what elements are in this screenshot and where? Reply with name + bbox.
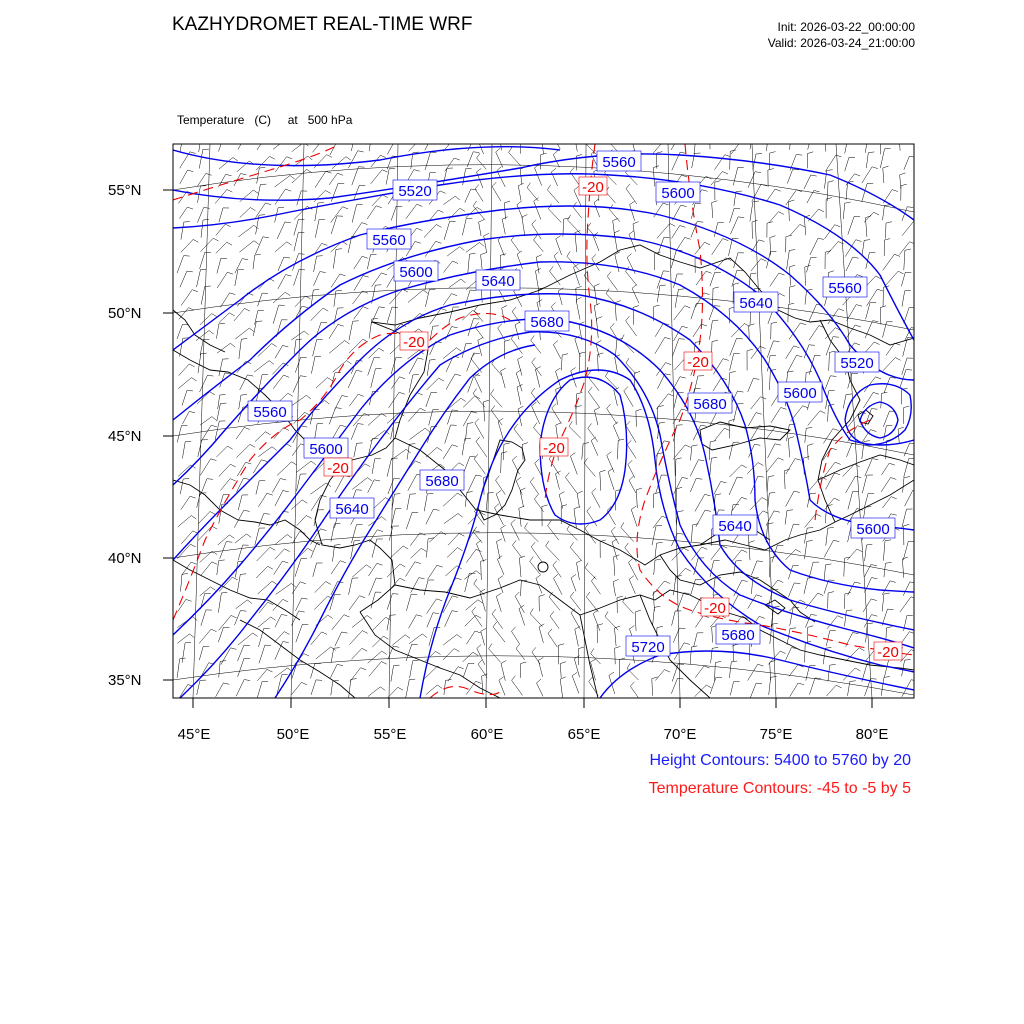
height-label <box>713 515 757 535</box>
svg-text:-20: -20 <box>543 440 565 457</box>
temperature-label <box>324 458 352 477</box>
height-label <box>823 277 867 297</box>
height-label <box>330 498 374 518</box>
wind-barb-flag <box>289 137 294 141</box>
height-label <box>394 261 438 281</box>
wind-barb-flag <box>605 132 608 137</box>
wind-barb-flag <box>824 131 830 133</box>
wind-barb-flag <box>322 140 328 142</box>
lat-label: 55°N <box>108 182 142 199</box>
svg-text:-20: -20 <box>877 644 899 661</box>
svg-text:5720: 5720 <box>631 639 665 656</box>
svg-text:5600: 5600 <box>856 521 890 538</box>
svg-text:5640: 5640 <box>718 518 752 535</box>
height-label <box>248 401 292 421</box>
wind-barb-flag <box>753 132 759 133</box>
wind-barb-flag <box>246 136 252 138</box>
svg-text:-20: -20 <box>403 334 425 351</box>
height-label <box>656 182 700 202</box>
svg-text:5680: 5680 <box>721 627 755 644</box>
wind-barb-flag <box>421 138 426 141</box>
wind-barb-flag <box>477 135 482 139</box>
wind-barb-flag <box>880 138 886 140</box>
lon-label: 75°E <box>759 726 793 743</box>
wind-barb-flag <box>696 135 702 136</box>
svg-text:-20: -20 <box>704 600 726 617</box>
svg-text:5560: 5560 <box>828 280 862 297</box>
wind-barb-flag <box>455 138 460 140</box>
svg-text:5520: 5520 <box>840 355 874 372</box>
svg-text:5600: 5600 <box>309 441 343 458</box>
svg-text:5680: 5680 <box>693 396 727 413</box>
height-label <box>525 311 569 331</box>
wind-barb-flag <box>680 134 686 136</box>
field-temperature: Temperature (C) at 500 hPa <box>177 113 353 127</box>
svg-text:5640: 5640 <box>481 273 515 290</box>
wind-barb-flag <box>710 134 716 136</box>
wind-barb-flag <box>868 136 874 137</box>
height-label <box>626 636 670 656</box>
wind-barb-flag <box>574 131 579 134</box>
svg-text:5520: 5520 <box>398 183 432 200</box>
valid-time: Valid: 2026-03-24_21:00:00 <box>767 36 915 50</box>
wind-barb-flag <box>520 132 526 134</box>
svg-text:-20: -20 <box>327 460 349 477</box>
lat-label: 50°N <box>108 305 142 322</box>
latitude-axis <box>108 182 173 689</box>
wind-barb-flag <box>791 135 797 136</box>
temperature-contour-legend: Temperature Contours: -45 to -5 by 5 <box>648 780 911 797</box>
svg-text:5640: 5640 <box>335 501 369 518</box>
height-label <box>835 352 879 372</box>
wind-barb-flag <box>202 132 208 133</box>
wind-barb-flag <box>266 136 272 138</box>
wind-barb-flag <box>585 138 588 143</box>
wind-barb-flag <box>395 141 401 142</box>
temperature-label <box>701 598 729 617</box>
height-label <box>734 292 778 312</box>
lat-label: 35°N <box>108 672 142 689</box>
wind-barb-flag <box>183 137 189 138</box>
lon-label: 80°E <box>855 726 889 743</box>
svg-text:5600: 5600 <box>661 185 695 202</box>
lon-label: 65°E <box>567 726 601 743</box>
wind-barb-flag <box>553 131 557 135</box>
svg-text:5640: 5640 <box>739 295 773 312</box>
wind-barb-flag <box>225 134 231 135</box>
lon-label: 50°E <box>276 726 310 743</box>
height-label <box>393 180 437 200</box>
svg-text:5680: 5680 <box>425 473 459 490</box>
height-label <box>597 151 641 171</box>
longitude-axis <box>178 698 889 743</box>
height-label <box>420 470 464 490</box>
svg-text:5560: 5560 <box>372 232 406 249</box>
temperature-label <box>874 642 902 661</box>
height-label <box>367 229 411 249</box>
temperature-label <box>400 332 428 351</box>
lon-label: 70°E <box>663 726 697 743</box>
wind-barb-flag <box>899 131 905 133</box>
svg-text:5560: 5560 <box>602 154 636 171</box>
temperature-label <box>579 177 607 196</box>
height-label <box>778 382 822 402</box>
svg-text:-20: -20 <box>582 179 604 196</box>
wind-barb-flag <box>372 131 378 132</box>
height-label <box>476 270 520 290</box>
temperature-label <box>540 438 568 457</box>
lon-label: 45°E <box>177 726 211 743</box>
height-label <box>851 518 895 538</box>
lat-label: 40°N <box>108 550 142 567</box>
temperature-label <box>684 352 712 371</box>
height-label <box>688 393 732 413</box>
wind-barb-flag <box>432 137 438 138</box>
wind-barb-flag <box>631 135 636 138</box>
lon-label: 60°E <box>470 726 504 743</box>
wind-barb-flag <box>768 135 774 136</box>
wind-barb-flag <box>541 134 547 136</box>
wind-barb-flag <box>337 141 343 142</box>
wind-barb-flag <box>500 133 506 135</box>
svg-text:5600: 5600 <box>783 385 817 402</box>
wind-barb-flag <box>475 136 481 137</box>
svg-text:5560: 5560 <box>253 404 287 421</box>
height-label <box>304 438 348 458</box>
map-title: KAZHYDROMET REAL-TIME WRF <box>172 14 473 35</box>
svg-text:-20: -20 <box>687 354 709 371</box>
lon-label: 55°E <box>373 726 407 743</box>
height-contour-legend: Height Contours: 5400 to 5760 by 20 <box>649 752 911 769</box>
height-label <box>716 624 760 644</box>
init-time: Init: 2026-03-22_00:00:00 <box>777 20 915 34</box>
lat-label: 45°N <box>108 428 142 445</box>
svg-text:5600: 5600 <box>399 264 433 281</box>
svg-text:5680: 5680 <box>530 314 564 331</box>
